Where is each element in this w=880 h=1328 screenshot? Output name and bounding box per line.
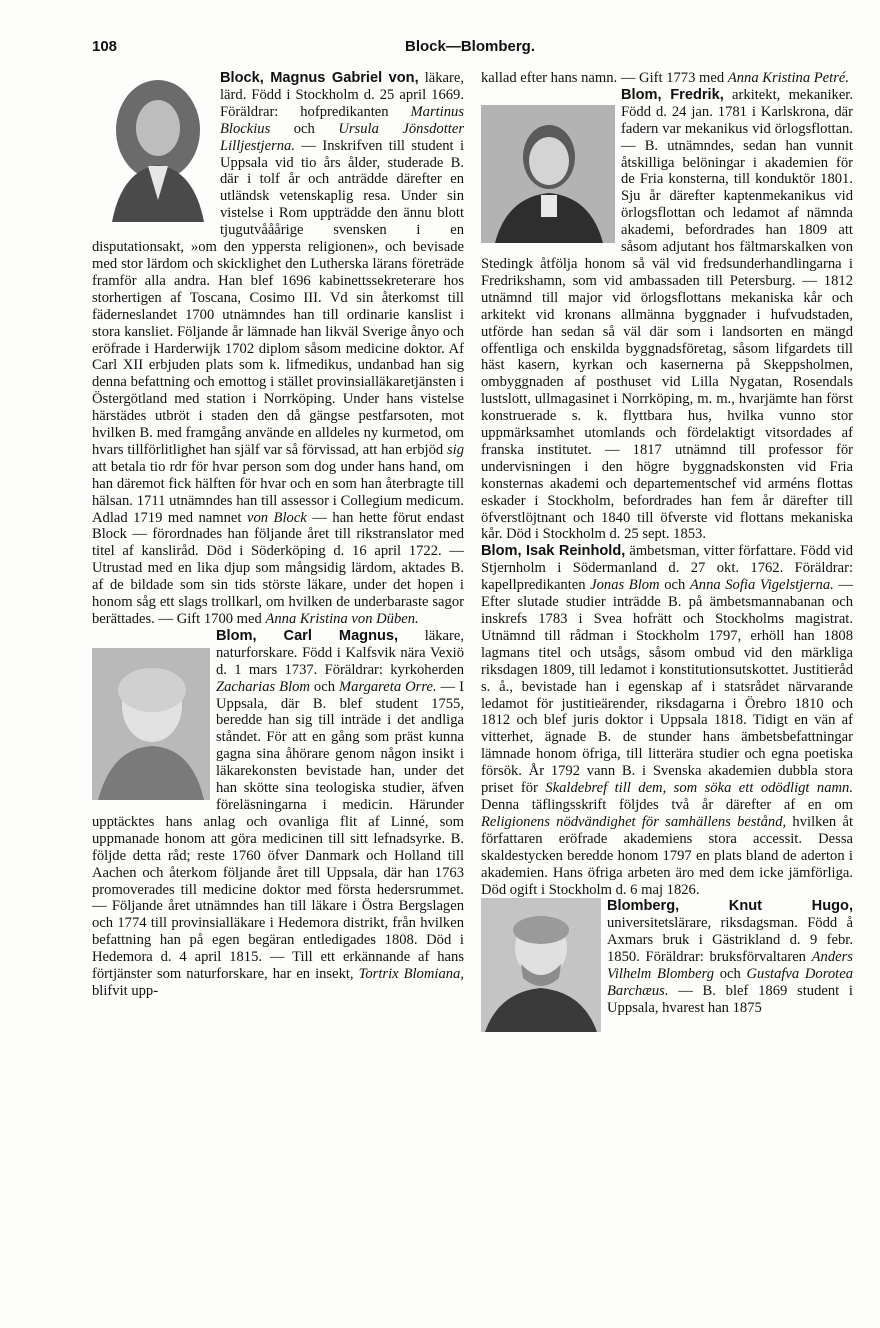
entry-text: blifvit upp-: [92, 982, 159, 999]
entry-blom-isak: [481, 543, 853, 898]
entry-text: kallad efter hans namn. — Gift 1773 med: [481, 70, 728, 86]
entry-text: läkare, naturforskare. Född i Kalfsvik nära Vexiö d. 1 mars 1737. Föräldrar: kyrkoherden: [216, 627, 464, 678]
entry-text: — I Uppsala, där B. blef student 1755, beredde han sig till inträde i det andliga ståndet. För att en gång som präst kunna gagna sina åhörare genom någon insikt i läkarekonsten bevistade han, under det han skötte sina teologiska studier, äfven föreläsningarna i medicin. Härunder upptäcktes hans anlag och ovanliga flit af Linné, som uppmanade honom att göra medicinen till sitt lefnadsyrke. B. följde detta råd; reste 1760 öfver Danmark och Holland till Aachen och återkom följande året till Uppsala, där han 1763 promoverades till medicine doktor med första hedersrummet. — Följande året utnämndes han till läkare i Östra Bergslagen och 1774 till provinsialläkare i Hedemora distrikt, från hvilken befattning han på egen begäran entledigades 1808. Död i Hedemora d. 4 april 1815. — Till ett erkännande af hans förtjänster som naturforskare, har en insekt,: [92, 678, 464, 983]
entry-italic: Margareta Orre.: [338, 678, 437, 695]
headword-blomberg: Blomberg, Knut Hugo,: [607, 898, 853, 915]
entry-text: och: [659, 577, 690, 594]
entry-carryover: [481, 70, 853, 87]
entry-block: [92, 70, 464, 628]
entry-text: arkitekt, mekaniker. Född d. 24 jan. 1781 i Karlskrona, där fadern var mekanikus vid örlogsflottan. — B. utnämndes, sedan han vunnit åtskilliga belöningar i akademien för de Fria konsterna, till konduktör 1801. Sju år därefter kaptenmekanikus vid örlogsflottan och ledamot af nämnda akademi, befordrades han 1809 att såsom adjutant hos fältmarskalken von Stedingk åtfölja honom så väl vid fredsunderhandlingarna i Fredrikshamn, som vid ambassaden till Petersburg. — 1812 utnämnd till major vid örlogsflottans mekaniska kår och arkitekt vid kronans allmänna byggnader i hufvudstaden, utförde han sedan så väl där som i landsorten en mängd offentliga och enskilda byggnadsföretag, såsom lifgardets till häst kasern, kyrkan och kasernerna på Skeppsholmen, ombyggnaden af posthuset vid Lilla Nygatan, Rosendals lustslott, ullmagasinet i Norrköping, m. m., hvarjämte han först konstruerade s. k. flyttbara hus, hvilka vunno stor uppmärksamhet utomlands och fördelaktigt vitsordades af franska institutet. — 1817 utnämnd till professor för undervisningen i den högre byggnadskonsten vid Fria konsternas akademi och departementschef vid arméns flottas eskader i Stockholm, befordrades han fem år därefter till öfverstlöjtnant och 1840 till öfverste vid flottans mekaniska kår. Död i Stockholm d. 25 sept. 1853.: [481, 86, 853, 543]
entry-italic: Anna Sofia Vigelstjerna.: [689, 577, 834, 594]
headword-blom-carl: Blom, Carl Magnus,: [216, 627, 399, 644]
entry-text: Denna täflingsskrift följdes två år därefter af en om: [481, 796, 853, 813]
entry-text: läkare, lärd. Född i Stockholm d. 25 april 1669. Föräldrar: hofpredikanten: [220, 70, 464, 120]
entry-italic: Gustafva Dorotea Barchæus.: [607, 966, 853, 999]
entry-text: ämbetsman, vitter författare. Född vid Stjernholm i Södermanland d. 27 okt. 1762. Föräldrar: kapellpredikanten: [481, 543, 853, 594]
entry-text: och: [270, 120, 339, 137]
headword-block: Block, Magnus Gabriel von,: [220, 70, 419, 86]
entry-italic: Martinus Blockius: [220, 103, 464, 137]
portrait-blom-fredrik: [481, 105, 615, 243]
entry-text: — Efter slutade studier inträdde B. på ämbetsmannabanan och inskrefs 1783 i Svea hofrätt och Stockholms magistrat. Utnämnd till rådman i Stockholm 1797, erhöll han 1808 lagmans titel och utsågs, såsom ombud vid den märkliga riksdagen 1809, till ledamot i konstitutionsutskottet. Justitieråd s. å., bevistade han i egenskap af i statsrådet närvarande ledamot för justitieärender, riksdagarna i Örebro 1810 och 1812 och blef juris doktor i Uppsala 1818. Tidigt en vän af vitterhet, ägnade B. de stunder hans ämbetsbefattningar lämnade honom öfriga, till litterära studier och egna poetiska försök. År 1792 vann B. i Svenska akademien dubbla stora priset för: [481, 577, 853, 797]
entry-italic: Skaldebref till dem, som söka ett odödligt namn.: [545, 780, 853, 797]
page-number: 108: [92, 38, 118, 55]
portrait-blom-carl: [92, 648, 210, 800]
entry-text: att betala tio rdr för hvar person som dog under hans hand, om han däremot fick hälften för hvar och en som han återbragte till hälsan. 1711 utnämndes han till assessor i Collegium medicum. Adlad 1719 med namnet: [92, 458, 464, 526]
entry-text: hvilken åt författaren eröfrade akademiens stora accessit. Dessa skaldestycken beredde honom 1797 en plats bland de aderton i akademien. Hans öfriga arbeten äro med dem icke jämförliga. Död ogift i Stockholm d. 6 maj 1826.: [481, 813, 853, 898]
entry-text: — han hette förut endast Block — förordnades han följande året till rikstranslator med titel af kansliråd. Död i Söderköping d. 16 april 1722. — Utrustad med en lika djup som mångsidig lärdom, aktades B. af de bildade som sin tids störste läkare, under det hopen i honom såg ett slags trollkarl, om hvilken de underbaraste sagor berättades. — Gift 1700 med: [92, 509, 464, 627]
entry-italic: sig: [446, 441, 464, 458]
entry-blomberg: [481, 898, 853, 1016]
entry-blom-fredrik: [481, 87, 853, 543]
entry-italic: Religionens nödvändighet för samhällens bestånd,: [481, 813, 787, 830]
entry-italic: Anna Kristina von Düben.: [265, 611, 419, 627]
portrait-block: [102, 70, 214, 222]
entry-italic: Zacharias Blom: [216, 678, 310, 695]
entry-text: — B. blef 1869 student i Uppsala, hvarest han 1875: [607, 982, 853, 1016]
entry-blom-carl: [92, 628, 464, 1000]
entry-italic: Ursula Jönsdotter Lilljestjerna.: [220, 120, 464, 154]
entry-italic: Tortrix Blomiana,: [358, 966, 464, 983]
page-header: [92, 38, 848, 58]
entry-italic: Jonas Blom: [590, 577, 660, 594]
right-column: [481, 70, 853, 1034]
entry-text: och: [309, 678, 339, 695]
entry-text: universitetslärare, riksdagsman. Född å Axmars bruk i Gästrikland d. 9 febr. 1850. Föräldrar: bruksförvaltaren: [607, 915, 853, 966]
entry-italic: Anders Vilhelm Blomberg: [607, 949, 853, 983]
left-column: [92, 70, 464, 1000]
portrait-blomberg: [481, 898, 601, 1032]
entry-text: — Inskrifven till student i Uppsala vid tio års ålder, studerade B. där i tolf år och anträdde därefter en utländsk vetenskaplig resa. Under sin vistelse i Rom uppträdde den ännu blott tjugutvååårige svensken i en disputationsakt, »om den yppersta religionen», och bevisade med stor lärdom och skicklighet den Lutherska lärans företräde framför alla andra. Han blef 1696 kabinettssekreterare hos storhertigen af Toscana, Cosimo III. Vd sin återkomst till fäderneslandet 1700 utnämndes han till ordinarie kanslist i stora kansliet. Följande år lämnade han likväl Sverige ånyo och eröfrade i Harderwijk 1702 diplom såsom medicine doktor. Af Carl XII erbjuden plats som k. lifmedikus, undanbad han sig denna befattning och emottog i stället provinsialläkaretjänsten i Östergötland med station i Norrköping. Under hans vistelse härstädes utbröt i staden den då gängse pestfarsoten, mot hvilken B. med framgång använde en alldeles ny kurmetod, om hvars tillförlitlighet han själf var så förvissad, att han erbjöd: [92, 137, 464, 458]
entry-italic: von Block: [246, 509, 307, 526]
entry-italic: Anna Kristina Petré.: [727, 70, 850, 86]
headword-blom-isak: Blom, Isak Reinhold,: [481, 543, 626, 560]
running-head: Block—Blomberg.: [404, 38, 536, 55]
headword-blom-fredrik: Blom, Fredrik,: [621, 86, 724, 103]
entry-text: och: [714, 966, 747, 983]
